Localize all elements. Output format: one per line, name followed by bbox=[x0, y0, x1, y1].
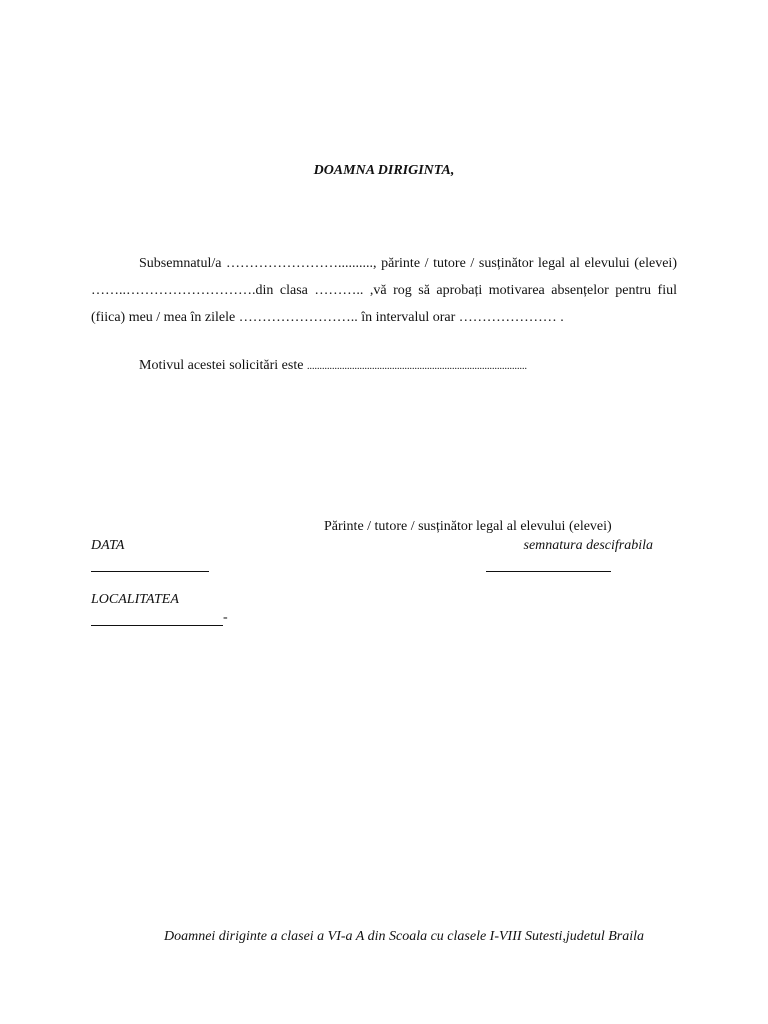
document-title: DOAMNA DIRIGINTA, bbox=[313, 163, 455, 178]
reason-dots: ........................................................................................ bbox=[306, 361, 527, 372]
locality-label: LOCALITATEA bbox=[91, 592, 179, 607]
request-paragraph: Subsemnatul/a …………………….........., părinte / tutore / susținător legal al elevului (elevei) ……..……………………….din clasa ……….. ,vă rog să aprobați motivarea absențelor pentru fiul (fiica) meu / mea în zilele …………………….. în intervalul orar ………………… . bbox=[91, 256, 677, 325]
reason-label: Motivul acestei solicitări este bbox=[139, 358, 307, 373]
signature-underline bbox=[486, 571, 611, 572]
date-label: DATA bbox=[91, 538, 125, 553]
locality-dash: - bbox=[223, 610, 228, 625]
locality-underline bbox=[91, 625, 223, 626]
parent-role-label: Părinte / tutore / susținător legal al elevului (elevei) bbox=[324, 519, 612, 534]
date-underline bbox=[91, 571, 209, 572]
addressee-footer: Doamnei diriginte a clasei a VI-a A din Scoala cu clasele I-VIII Sutesti,judetul Braila bbox=[163, 929, 645, 944]
signature-label: semnatura descifrabila bbox=[523, 538, 653, 553]
reason-line bbox=[139, 358, 527, 374]
